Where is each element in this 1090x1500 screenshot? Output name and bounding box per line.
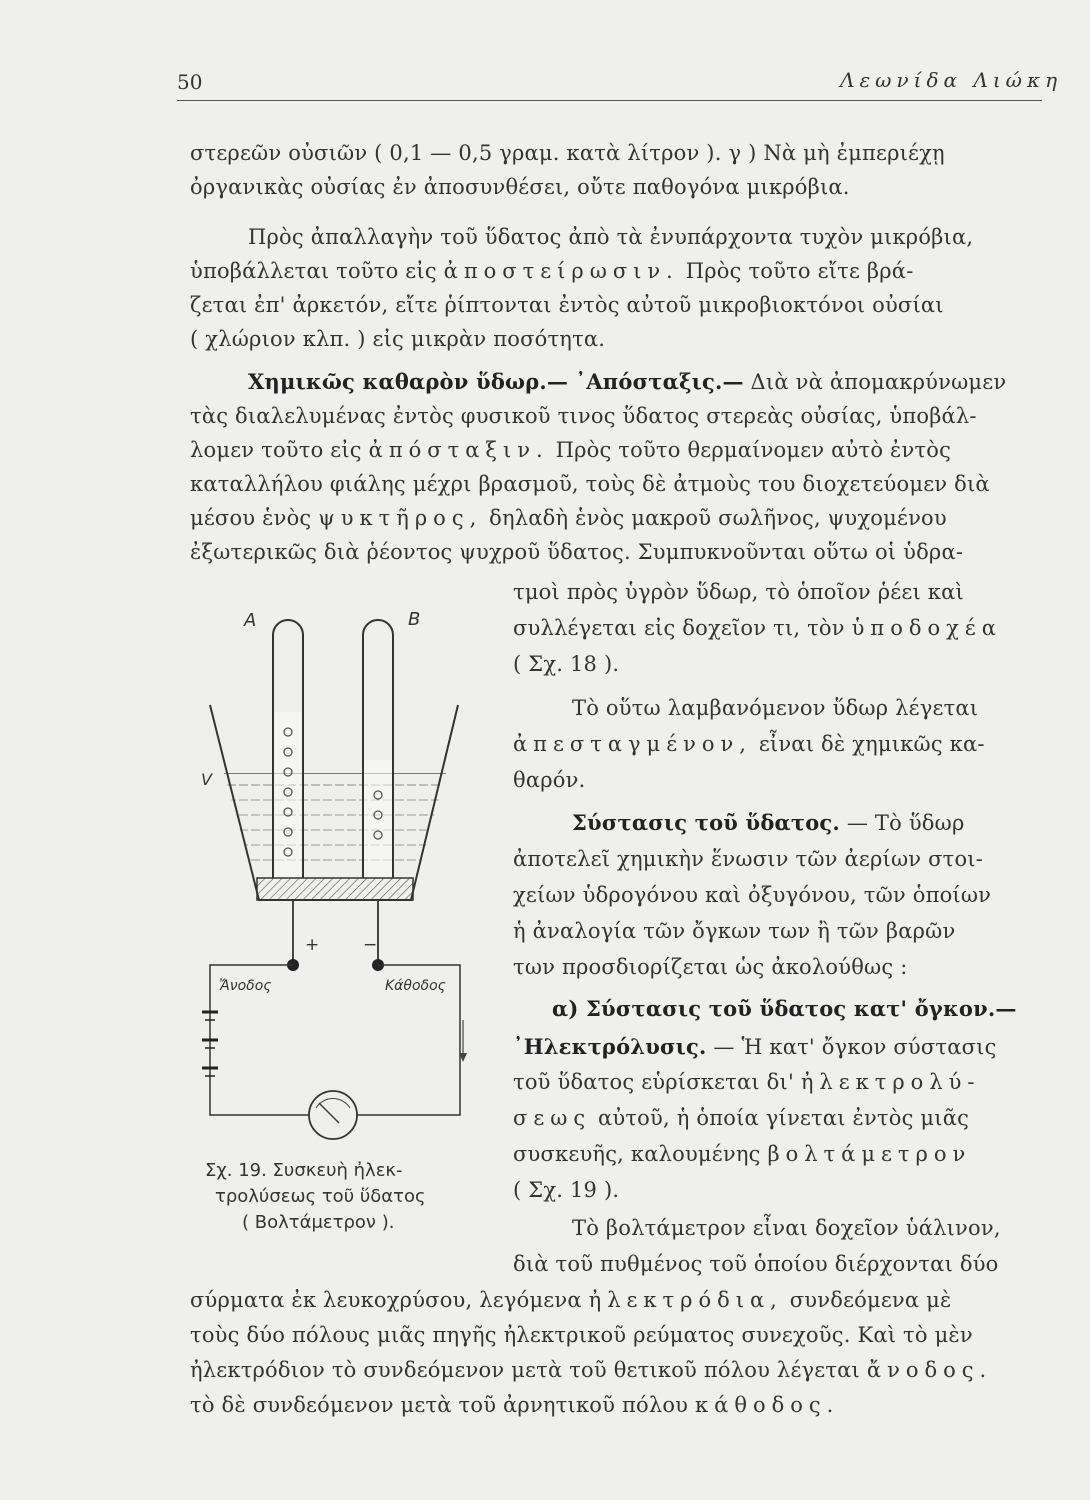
text-line	[248, 368, 1006, 396]
running-title: Λεωνίδα Λιώκη	[840, 68, 1063, 92]
text-line	[190, 1392, 839, 1419]
emphasis-term: ψυκτῆρος,	[318, 506, 483, 530]
text-line: των προσδιορίζεται ὡς ἀκολούθως :	[513, 955, 908, 979]
text-span: σύρματα ἐκ λευκοχρύσου, λεγόμενα	[190, 1288, 582, 1312]
text-line: ἡ ἀναλογία τῶν ὄγκων των ἢ τῶν βαρῶν	[513, 919, 956, 943]
tube-a-liquid	[273, 712, 303, 878]
header-rule	[177, 100, 1042, 101]
text-line: ( Σχ. 18 ).	[513, 652, 620, 676]
text-line	[513, 1105, 969, 1132]
figure-caption-line: ( Βολτάμετρον ).	[242, 1212, 395, 1233]
minus-sign: −	[363, 935, 378, 955]
anode-label: Ἄνοδος	[219, 978, 272, 994]
vessel-base	[257, 878, 413, 900]
emphasis-term: ἀποστείρωσιν.	[443, 259, 679, 283]
text-line: καταλλήλου φιάλης μέχρι βρασμοῦ, τοὺς δὲ ἀτμοὺς του διοχετεύομεν διὰ	[190, 472, 990, 496]
text-span: εἶναι δὲ χημικῶς κα-	[758, 732, 985, 756]
text-line	[513, 1141, 971, 1168]
emphasis-term: βολτάμετρον	[767, 1142, 972, 1166]
text-line: ἐξωτερικῶς διὰ ῥέοντος ψυχροῦ ὕδατος. Συμπυκνοῦνται οὕτω οἱ ὑδρα-	[190, 540, 964, 564]
figure-caption-line: τρολύσεως τοῦ ὕδατος	[215, 1186, 426, 1207]
text-span: συλλέγεται εἰς δοχεῖον τι, τὸν	[513, 616, 845, 640]
text-span: συσκευῆς, καλουμένης	[513, 1142, 761, 1166]
text-line	[513, 731, 985, 758]
text-line	[513, 1033, 997, 1061]
text-line: ὀργανικὰς οὐσίας ἐν ἀποσυνθέσει, οὔτε παθογόνα μικρόβια.	[190, 175, 850, 199]
text-span: λομεν τοῦτο εἰς	[190, 438, 362, 462]
text-span: Διὰ νὰ ἀπομακρύνωμεν	[750, 370, 1007, 394]
text-line	[513, 615, 1002, 642]
text-span: τὸ δὲ συνδεόμενον μετὰ τοῦ ἀρνητικοῦ πόλου	[190, 1393, 689, 1417]
label-v: V	[201, 770, 212, 789]
text-line: ( χλώριον κλπ. ) εἰς μικρὰν ποσότητα.	[190, 327, 606, 351]
text-span: ἠλεκτρόδιον τὸ συνδεόμενον μετὰ τοῦ θετικοῦ πόλου λέγεται	[190, 1358, 860, 1382]
text-line	[552, 995, 1017, 1023]
glass-vessel	[210, 705, 458, 900]
emphasis-term: ἀπεσταγμένον,	[513, 732, 752, 756]
text-line: Πρὸς ἀπαλλαγὴν τοῦ ὕδατος ἀπὸ τὰ ἐνυπάρχοντα τυχὸν μικρόβια,	[248, 225, 974, 249]
text-line: διὰ τοῦ πυθμένος τοῦ ὁποίου διέρχονται δύο	[513, 1252, 999, 1276]
emphasis-term: ἀπόσταξιν.	[368, 438, 549, 462]
text-line	[513, 1069, 981, 1096]
subsection-heading: ᾿Ηλεκτρόλυσις.	[513, 1034, 707, 1059]
text-line: ἀποτελεῖ χημικὴν ἕνωσιν τῶν ἀερίων στοι-	[513, 847, 984, 871]
emphasis-term: σεως	[513, 1106, 592, 1130]
text-line: τὰς διαλελυμένας ἐντὸς φυσικοῦ τινος ὕδατος στερεὰς οὐσίας, ὑποβάλ-	[190, 404, 977, 428]
figure-caption-line: Σχ. 19. Συσκευὴ ἠλεκ-	[205, 1160, 403, 1181]
text-line	[190, 1357, 992, 1384]
text-line	[572, 809, 965, 837]
text-span: τοῦ ὕδατος εὑρίσκεται δι'	[513, 1070, 794, 1094]
text-line	[190, 505, 947, 532]
text-line: χείων ὑδρογόνου καὶ ὀξυγόνου, τῶν ὁποίων	[513, 883, 992, 907]
emphasis-term: ἠλεκτρόδια,	[588, 1288, 783, 1312]
text-span: — Ἡ κατ' ὄγκον σύστασις	[713, 1035, 997, 1059]
text-span: μέσου ἑνὸς	[190, 506, 312, 530]
label-b: B	[408, 609, 421, 630]
text-span: δηλαδὴ ἑνὸς μακροῦ σωλῆνος, ψυχομένου	[489, 506, 947, 530]
plus-sign: +	[305, 935, 320, 955]
emphasis-term: ὑποδοχέα	[851, 616, 1002, 640]
emphasis-term: ἄνοδος.	[866, 1358, 993, 1382]
text-line	[190, 437, 951, 464]
text-line: θαρόν.	[513, 768, 586, 792]
emphasis-term: κάθοδος.	[695, 1393, 840, 1417]
text-line: Τὸ βολτάμετρον εἶναι δοχεῖον ὑάλινον,	[572, 1216, 1001, 1240]
text-span: αὐτοῦ, ἡ ὁποία γίνεται ἐντὸς μιᾶς	[598, 1106, 970, 1130]
subsection-heading: α) Σύστασις τοῦ ὕδατος κατ' ὄγκον.—	[552, 996, 1017, 1021]
text-line: τμοὶ πρὸς ὑγρὸν ὕδωρ, τὸ ὁποῖον ῥέει καὶ	[513, 580, 964, 604]
text-line: ( Σχ. 19 ).	[513, 1178, 620, 1202]
water-level-lines	[215, 750, 455, 860]
section-heading: Χημικῶς καθαρὸν ὕδωρ.— ᾿Απόσταξις.—	[248, 369, 744, 394]
text-span: Πρὸς τοῦτο θερμαίνομεν αὐτὸ ἐντὸς	[555, 438, 952, 462]
emphasis-term: ἠλεκτρολύ-	[800, 1070, 981, 1094]
text-line: ζεται ἐπ' ἀρκετόν, εἴτε ῥίπτονται ἐντὸς αὐτοῦ μικροβιοκτόνοι οὐσίαι	[190, 293, 944, 317]
text-line: Τὸ οὕτω λαμβανόμενον ὕδωρ λέγεται	[572, 696, 979, 720]
text-line: τοὺς δύο πόλους μιᾶς πηγῆς ἠλεκτρικοῦ ρεύματος συνεχοῦς. Καὶ τὸ μὲν	[190, 1323, 973, 1347]
text-line	[190, 1287, 951, 1314]
cathode-label: Κάθοδος	[385, 978, 446, 994]
voltameter-figure	[195, 600, 475, 1140]
text-span: — Τὸ ὕδωρ	[846, 811, 965, 835]
text-line: στερεῶν οὐσιῶν ( 0,1 — 0,5 γραμ. κατὰ λίτρον ). γ ) Νὰ μὴ ἐμπεριέχῃ	[190, 141, 945, 165]
text-span: ὑποβάλλεται τοῦτο εἰς	[190, 259, 437, 283]
text-line	[190, 258, 914, 285]
text-span: συνδεόμενα μὲ	[789, 1288, 952, 1312]
page-number: 50	[177, 70, 203, 94]
label-a: A	[244, 610, 257, 631]
section-heading: Σύστασις τοῦ ὕδατος.	[572, 810, 840, 835]
text-span: Πρὸς τοῦτο εἴτε βρά-	[685, 259, 914, 283]
